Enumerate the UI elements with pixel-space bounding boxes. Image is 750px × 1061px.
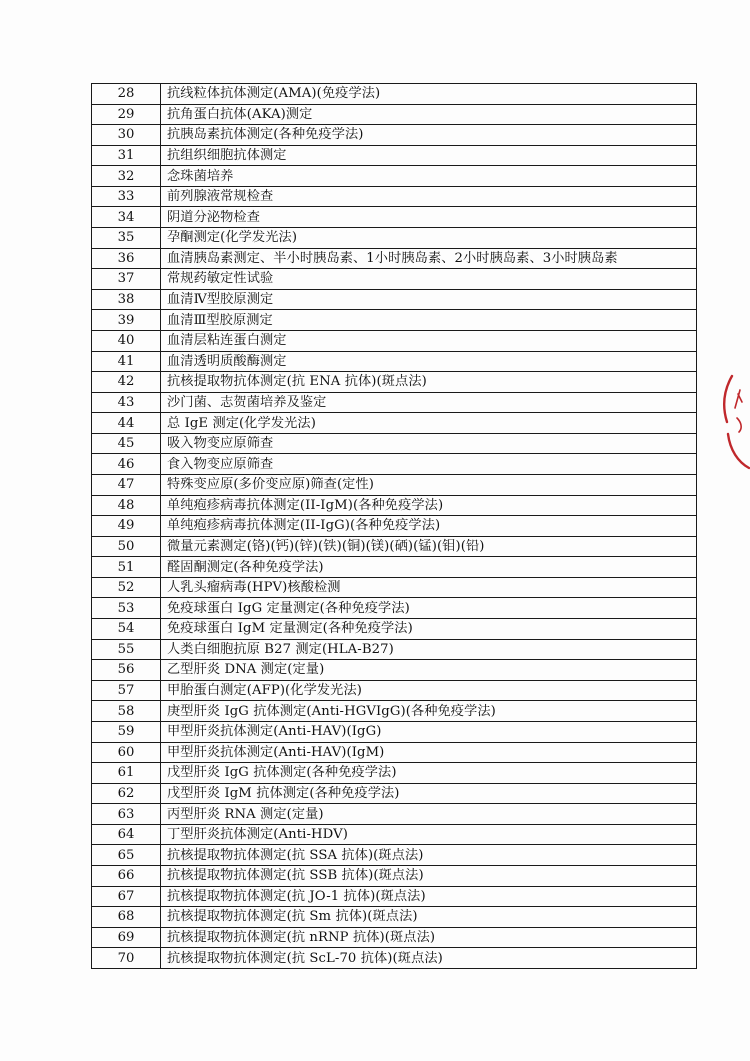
row-number: 66 bbox=[92, 865, 161, 886]
row-number: 69 bbox=[92, 927, 161, 948]
test-item-name: 丁型肝炎抗体测定(Anti-HDV) bbox=[161, 824, 697, 845]
table-row bbox=[92, 824, 697, 845]
row-number: 61 bbox=[92, 763, 161, 784]
row-number: 43 bbox=[92, 392, 161, 413]
row-number: 60 bbox=[92, 742, 161, 763]
test-item-name: 抗核提取物抗体测定(抗 JO-1 抗体)(斑点法) bbox=[161, 886, 697, 907]
test-item-name: 食入物变应原筛查 bbox=[161, 454, 697, 475]
table-row bbox=[92, 310, 697, 331]
row-number: 44 bbox=[92, 413, 161, 434]
table-row bbox=[92, 660, 697, 681]
table-row bbox=[92, 948, 697, 969]
table-row bbox=[92, 865, 697, 886]
table-row bbox=[92, 228, 697, 249]
table-row bbox=[92, 289, 697, 310]
table-row bbox=[92, 186, 697, 207]
seal-mark-partial bbox=[718, 372, 750, 472]
test-item-name: 阴道分泌物检查 bbox=[161, 207, 697, 228]
test-item-name: 念珠菌培养 bbox=[161, 166, 697, 187]
table-row bbox=[92, 680, 697, 701]
test-item-name: 戊型肝炎 IgG 抗体测定(各种免疫学法) bbox=[161, 763, 697, 784]
test-item-name: 庚型肝炎 IgG 抗体测定(Anti-HGVIgG)(各种免疫学法) bbox=[161, 701, 697, 722]
table-row bbox=[92, 516, 697, 537]
row-number: 36 bbox=[92, 248, 161, 269]
row-number: 57 bbox=[92, 680, 161, 701]
table-row bbox=[92, 639, 697, 660]
table-row bbox=[92, 413, 697, 434]
table-row bbox=[92, 721, 697, 742]
test-item-name: 常规药敏定性试验 bbox=[161, 269, 697, 290]
row-number: 58 bbox=[92, 701, 161, 722]
row-number: 39 bbox=[92, 310, 161, 331]
row-number: 37 bbox=[92, 269, 161, 290]
test-item-name: 血清胰岛素测定、半小时胰岛素、1小时胰岛素、2小时胰岛素、3小时胰岛素 bbox=[161, 248, 697, 269]
test-item-name: 乙型肝炎 DNA 测定(定量) bbox=[161, 660, 697, 681]
row-number: 53 bbox=[92, 598, 161, 619]
test-item-name: 抗核提取物抗体测定(抗 SSA 抗体)(斑点法) bbox=[161, 845, 697, 866]
table-row bbox=[92, 763, 697, 784]
table-row bbox=[92, 907, 697, 928]
table-row bbox=[92, 536, 697, 557]
table-row bbox=[92, 166, 697, 187]
table-row bbox=[92, 701, 697, 722]
test-item-name: 抗核提取物抗体测定(抗 ENA 抗体)(斑点法) bbox=[161, 372, 697, 393]
test-items-table bbox=[91, 83, 697, 969]
row-number: 47 bbox=[92, 474, 161, 495]
test-item-name: 前列腺液常规检查 bbox=[161, 186, 697, 207]
test-item-name: 抗组织细胞抗体测定 bbox=[161, 145, 697, 166]
row-number: 52 bbox=[92, 577, 161, 598]
table-row bbox=[92, 619, 697, 640]
row-number: 34 bbox=[92, 207, 161, 228]
test-item-name: 免疫球蛋白 IgG 定量测定(各种免疫学法) bbox=[161, 598, 697, 619]
row-number: 48 bbox=[92, 495, 161, 516]
row-number: 55 bbox=[92, 639, 161, 660]
row-number: 31 bbox=[92, 145, 161, 166]
table-row bbox=[92, 927, 697, 948]
row-number: 67 bbox=[92, 886, 161, 907]
test-item-name: 抗核提取物抗体测定(抗 SSB 抗体)(斑点法) bbox=[161, 865, 697, 886]
table-row bbox=[92, 783, 697, 804]
table-row bbox=[92, 84, 697, 105]
test-item-name: 血清Ⅳ型胶原测定 bbox=[161, 289, 697, 310]
test-item-name: 单纯疱疹病毒抗体测定(II-IgG)(各种免疫学法) bbox=[161, 516, 697, 537]
row-number: 46 bbox=[92, 454, 161, 475]
table-row bbox=[92, 742, 697, 763]
test-item-name: 人类白细胞抗原 B27 测定(HLA-B27) bbox=[161, 639, 697, 660]
table-row bbox=[92, 207, 697, 228]
table-row bbox=[92, 248, 697, 269]
test-item-name: 沙门菌、志贺菌培养及鉴定 bbox=[161, 392, 697, 413]
row-number: 40 bbox=[92, 330, 161, 351]
test-item-name: 抗角蛋白抗体(AKA)测定 bbox=[161, 104, 697, 125]
table-row bbox=[92, 577, 697, 598]
test-item-name: 抗核提取物抗体测定(抗 Sm 抗体)(斑点法) bbox=[161, 907, 697, 928]
row-number: 30 bbox=[92, 125, 161, 146]
row-number: 65 bbox=[92, 845, 161, 866]
test-item-name: 抗核提取物抗体测定(抗 nRNP 抗体)(斑点法) bbox=[161, 927, 697, 948]
test-item-name: 微量元素测定(铬)(钙)(锌)(铁)(铜)(镁)(硒)(锰)(钼)(铅) bbox=[161, 536, 697, 557]
table-row bbox=[92, 269, 697, 290]
row-number: 63 bbox=[92, 804, 161, 825]
table-row bbox=[92, 104, 697, 125]
row-number: 68 bbox=[92, 907, 161, 928]
test-item-name: 抗线粒体抗体测定(AMA)(免疫学法) bbox=[161, 84, 697, 105]
row-number: 45 bbox=[92, 433, 161, 454]
table-row bbox=[92, 433, 697, 454]
table-row bbox=[92, 330, 697, 351]
test-item-name: 免疫球蛋白 IgM 定量测定(各种免疫学法) bbox=[161, 619, 697, 640]
table-row bbox=[92, 598, 697, 619]
table-row bbox=[92, 351, 697, 372]
test-item-name: 血清透明质酸酶测定 bbox=[161, 351, 697, 372]
row-number: 38 bbox=[92, 289, 161, 310]
test-item-name: 戊型肝炎 IgM 抗体测定(各种免疫学法) bbox=[161, 783, 697, 804]
row-number: 64 bbox=[92, 824, 161, 845]
table-row bbox=[92, 804, 697, 825]
table-row bbox=[92, 495, 697, 516]
table-row bbox=[92, 125, 697, 146]
row-number: 35 bbox=[92, 228, 161, 249]
row-number: 51 bbox=[92, 557, 161, 578]
test-item-name: 抗胰岛素抗体测定(各种免疫学法) bbox=[161, 125, 697, 146]
test-item-name: 醛固酮测定(各种免疫学法) bbox=[161, 557, 697, 578]
row-number: 62 bbox=[92, 783, 161, 804]
table-row bbox=[92, 886, 697, 907]
table-row bbox=[92, 557, 697, 578]
test-item-name: 血清Ⅲ型胶原测定 bbox=[161, 310, 697, 331]
test-item-name: 甲型肝炎抗体测定(Anti-HAV)(IgG) bbox=[161, 721, 697, 742]
row-number: 28 bbox=[92, 84, 161, 105]
test-item-name: 吸入物变应原筛查 bbox=[161, 433, 697, 454]
row-number: 50 bbox=[92, 536, 161, 557]
test-item-name: 甲胎蛋白测定(AFP)(化学发光法) bbox=[161, 680, 697, 701]
row-number: 33 bbox=[92, 186, 161, 207]
row-number: 54 bbox=[92, 619, 161, 640]
table-body bbox=[92, 84, 697, 969]
test-item-name: 特殊变应原(多价变应原)筛查(定性) bbox=[161, 474, 697, 495]
test-item-name: 血清层粘连蛋白测定 bbox=[161, 330, 697, 351]
table-row bbox=[92, 372, 697, 393]
table-row bbox=[92, 845, 697, 866]
row-number: 59 bbox=[92, 721, 161, 742]
test-item-name: 总 IgE 测定(化学发光法) bbox=[161, 413, 697, 434]
table-row bbox=[92, 392, 697, 413]
row-number: 56 bbox=[92, 660, 161, 681]
test-item-name: 单纯疱疹病毒抗体测定(II-IgM)(各种免疫学法) bbox=[161, 495, 697, 516]
test-item-name: 孕酮测定(化学发光法) bbox=[161, 228, 697, 249]
row-number: 49 bbox=[92, 516, 161, 537]
row-number: 41 bbox=[92, 351, 161, 372]
table-row bbox=[92, 145, 697, 166]
row-number: 70 bbox=[92, 948, 161, 969]
row-number: 32 bbox=[92, 166, 161, 187]
test-item-name: 人乳头瘤病毒(HPV)核酸检测 bbox=[161, 577, 697, 598]
row-number: 42 bbox=[92, 372, 161, 393]
test-item-name: 抗核提取物抗体测定(抗 ScL-70 抗体)(斑点法) bbox=[161, 948, 697, 969]
row-number: 29 bbox=[92, 104, 161, 125]
table-row bbox=[92, 474, 697, 495]
test-item-name: 甲型肝炎抗体测定(Anti-HAV)(IgM) bbox=[161, 742, 697, 763]
test-item-name: 丙型肝炎 RNA 测定(定量) bbox=[161, 804, 697, 825]
table-row bbox=[92, 454, 697, 475]
